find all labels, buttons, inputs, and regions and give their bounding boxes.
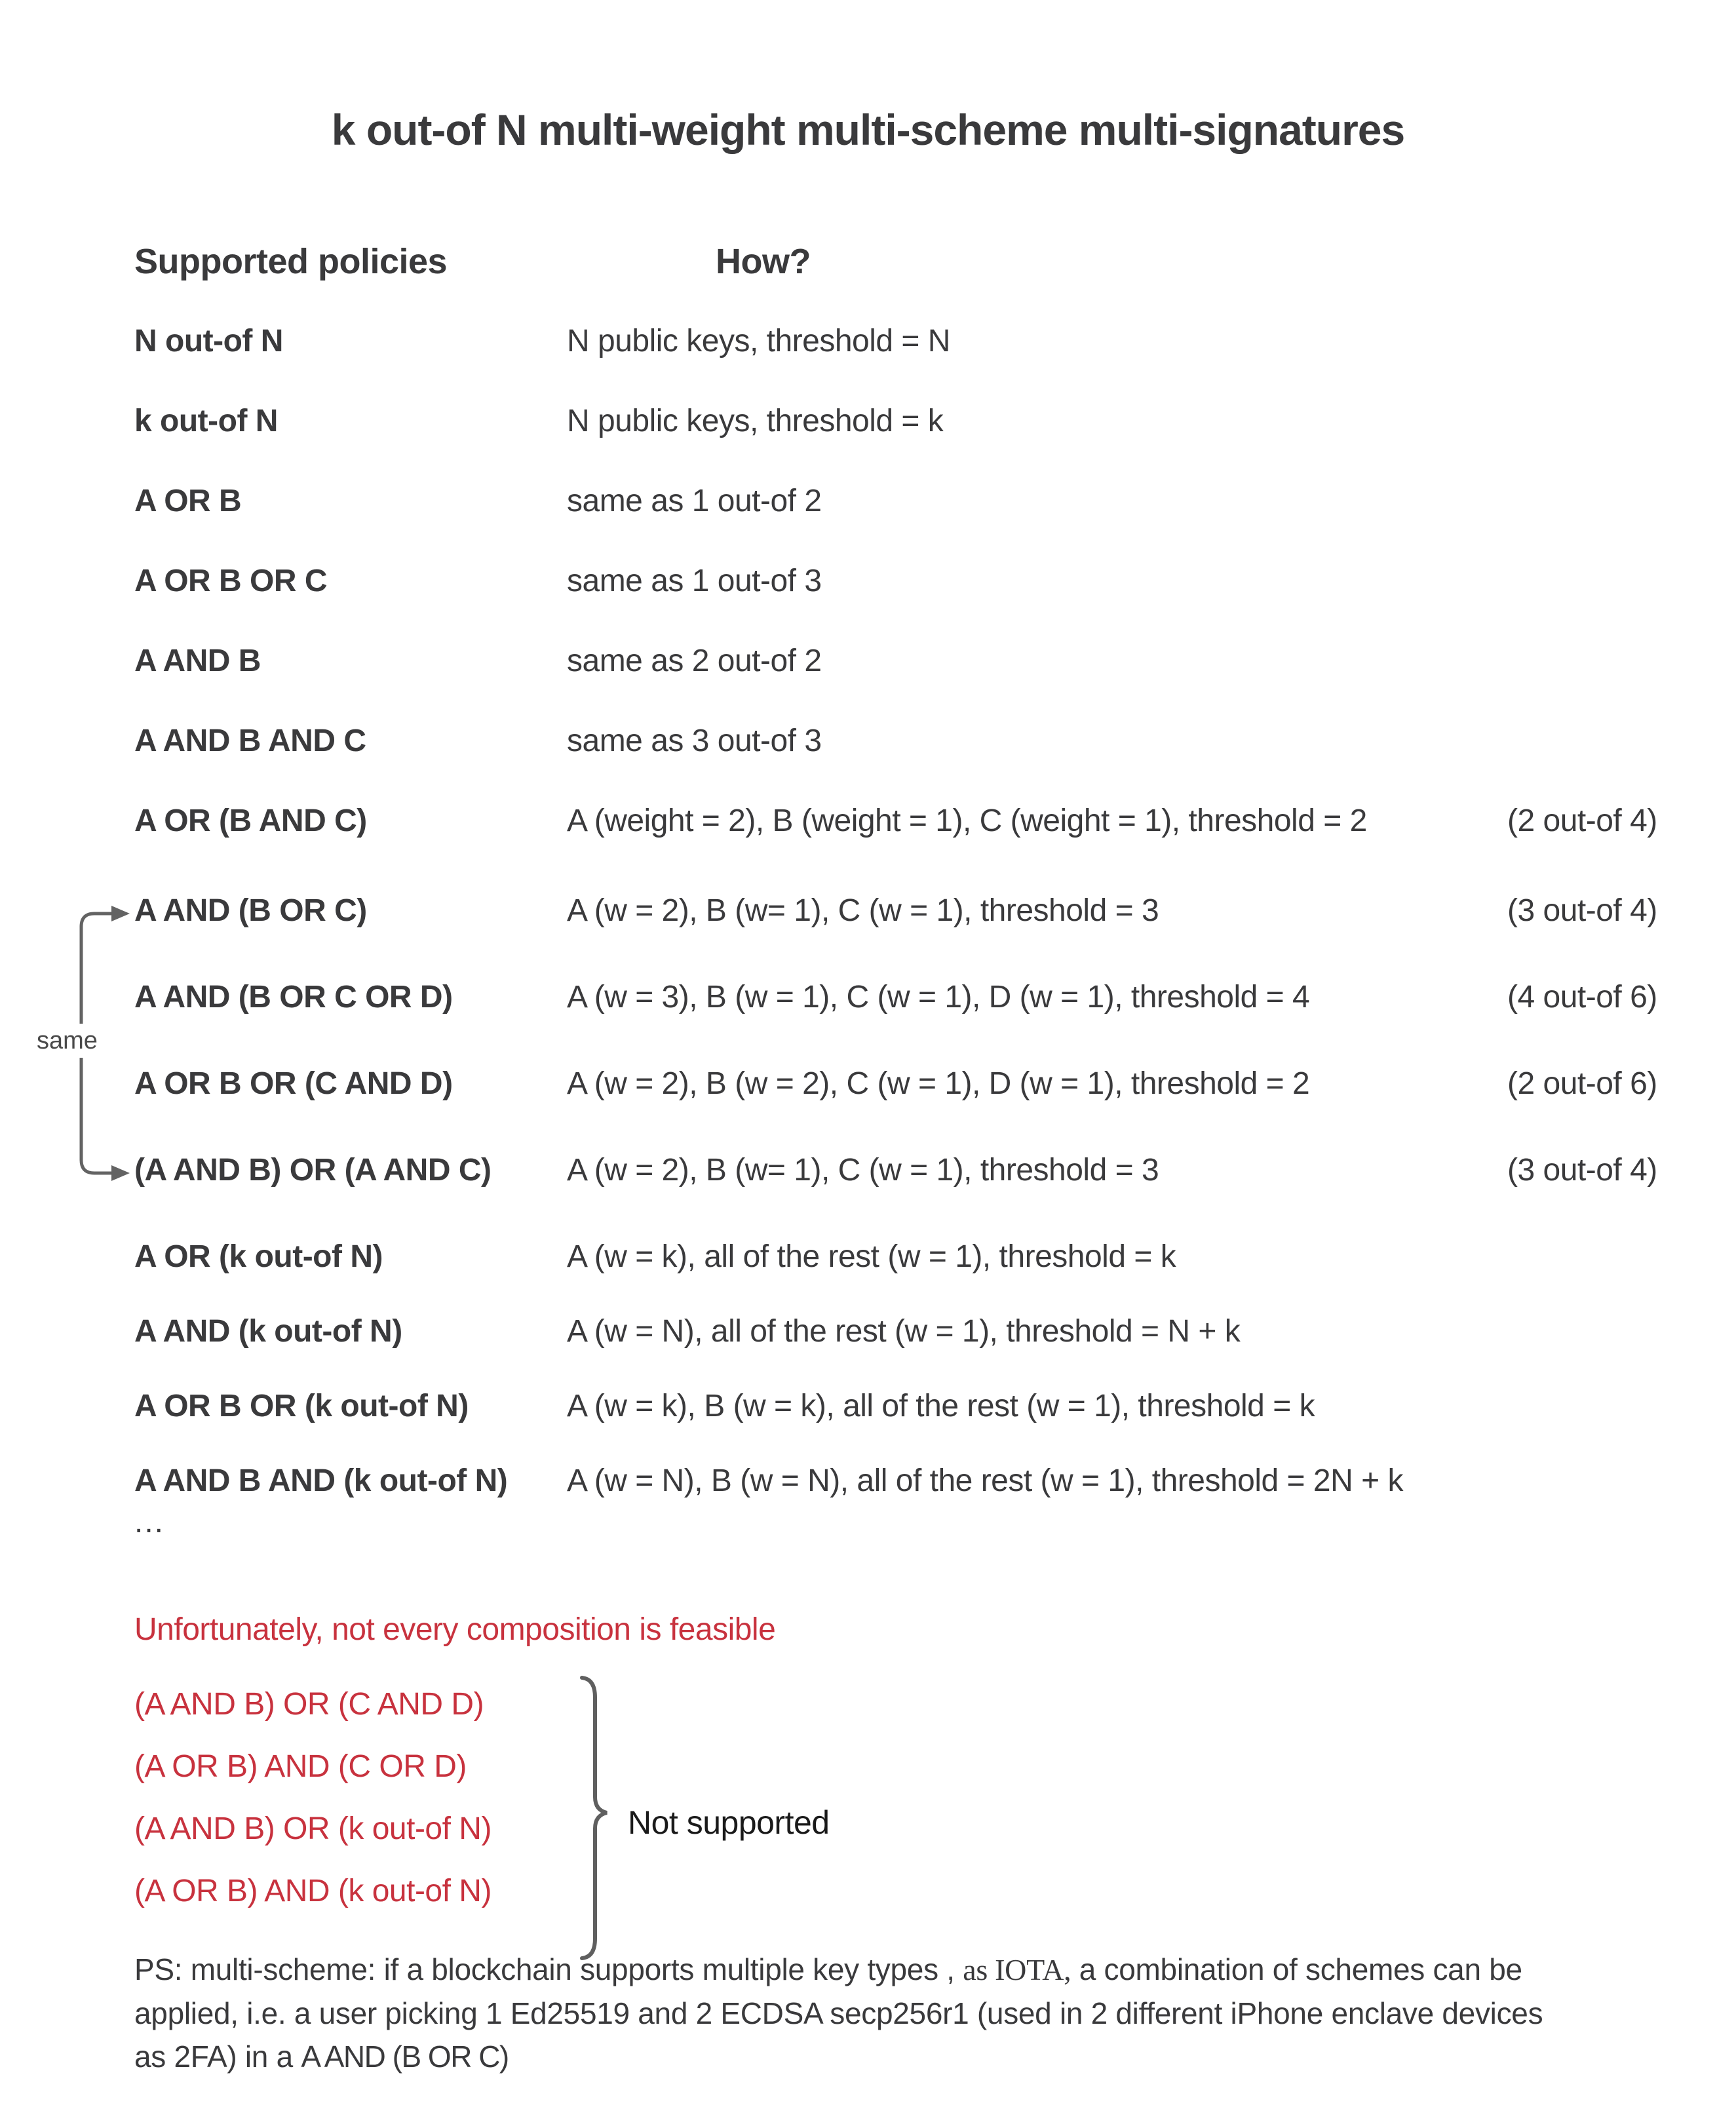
postscript-segment: PS: multi-scheme: if a blockchain supports multiple key types , — [134, 1952, 963, 1986]
policy-how-description: A (w = k), B (w = k), all of the rest (w = 1), threshold = k — [567, 1389, 1315, 1423]
policy-how-description: A (w = k), all of the rest (w = 1), threshold = k — [567, 1239, 1176, 1274]
policy-label: A OR B — [134, 484, 242, 518]
postscript-line — [134, 2035, 1543, 2078]
postscript — [134, 1948, 1543, 2078]
policy-table-rows — [0, 321, 1736, 1501]
postscript-segment: a combination of schemes can be — [1071, 1952, 1522, 1986]
arrow-right-icon — [111, 906, 130, 921]
infeasible-policy: (A AND B) OR (k out-of N) — [134, 1811, 492, 1846]
table-row — [0, 1386, 1736, 1427]
postscript-segment: applied, i.e. a user picking 1 Ed25519 and 2 ECDSA secp256r1 (used in 2 different iPhone enclave devices — [134, 1996, 1543, 2030]
policy-equivalent-badge: (2 out-of 6) — [1507, 1066, 1657, 1101]
policy-how-description: N public keys, threshold = N — [567, 324, 950, 358]
postscript-segment: A AND (B OR C) — [301, 2039, 509, 2074]
postscript-line — [134, 1948, 1543, 1992]
policy-how-description: A (w = 2), B (w = 2), C (w = 1), D (w = 1), threshold = 2 — [567, 1066, 1310, 1101]
policy-how-description: N public keys, threshold = k — [567, 404, 944, 438]
policy-how-description: A (w = N), B (w = N), all of the rest (w = 1), threshold = 2N + k — [567, 1463, 1403, 1498]
policy-equivalent-badge: (4 out-of 6) — [1507, 980, 1657, 1015]
table-row — [0, 641, 1736, 682]
page-title: k out-of N multi-weight multi-scheme multi-signatures — [331, 106, 1405, 154]
policy-how-description: A (w = 2), B (w= 1), C (w = 1), threshold = 3 — [567, 893, 1159, 928]
infeasible-heading: Unfortunately, not every composition is feasible — [134, 1612, 776, 1647]
policy-how-description: A (w = 3), B (w = 1), C (w = 1), D (w = 1), threshold = 4 — [567, 980, 1310, 1015]
table-row — [0, 401, 1736, 442]
policy-label: A OR (k out-of N) — [134, 1239, 383, 1274]
postscript-segment: as IOTA, — [963, 1953, 1071, 1986]
not-supported-label: Not supported — [628, 1804, 830, 1841]
policy-label: k out-of N — [134, 404, 278, 438]
table-row — [0, 1461, 1736, 1501]
table-row — [0, 977, 1736, 1018]
policy-label: A AND B AND C — [134, 724, 366, 758]
table-row — [0, 561, 1736, 602]
policy-how-description: same as 1 out-of 3 — [567, 564, 822, 598]
table-row — [0, 1237, 1736, 1277]
policy-label: N out-of N — [134, 324, 283, 358]
policy-label: A AND (B OR C) — [134, 893, 367, 928]
column-header-supported-policies: Supported policies — [134, 242, 448, 281]
table-row — [0, 721, 1736, 762]
policy-label: A AND B AND (k out-of N) — [134, 1463, 508, 1498]
same-label: same — [37, 1024, 96, 1058]
policy-equivalent-badge: (3 out-of 4) — [1507, 1153, 1657, 1188]
policy-label: A OR B OR (k out-of N) — [134, 1389, 469, 1423]
policy-how-description: A (weight = 2), B (weight = 1), C (weight = 1), threshold = 2 — [567, 803, 1367, 838]
policy-how-description: same as 3 out-of 3 — [567, 724, 822, 758]
infeasible-policy: (A OR B) AND (C OR D) — [134, 1749, 467, 1784]
postscript-segment: as 2FA) in a — [134, 2039, 301, 2074]
column-header-how: How? — [716, 242, 811, 281]
infeasible-policy: (A AND B) OR (C AND D) — [134, 1687, 484, 1722]
curly-brace-icon — [579, 1675, 611, 1963]
table-row — [0, 321, 1736, 362]
postscript-line — [134, 1992, 1543, 2035]
policy-equivalent-badge: (3 out-of 4) — [1507, 893, 1657, 928]
policy-label: (A AND B) OR (A AND C) — [134, 1153, 492, 1188]
policy-label: A AND B — [134, 644, 261, 678]
policy-equivalent-badge: (2 out-of 4) — [1507, 803, 1657, 838]
policy-label: A OR (B AND C) — [134, 803, 367, 838]
table-row — [0, 1064, 1736, 1104]
infeasible-policy: (A OR B) AND (k out-of N) — [134, 1874, 492, 1908]
policy-label: A AND (k out-of N) — [134, 1314, 402, 1349]
policy-how-description: same as 2 out-of 2 — [567, 644, 822, 678]
policy-label: A OR B OR (C AND D) — [134, 1066, 453, 1101]
table-row — [0, 1311, 1736, 1352]
table-row — [0, 801, 1736, 841]
policy-how-description: A (w = N), all of the rest (w = 1), threshold = N + k — [567, 1314, 1241, 1349]
table-row — [0, 1150, 1736, 1191]
policy-label: A OR B OR C — [134, 564, 328, 598]
table-row — [0, 891, 1736, 931]
arrow-right-icon — [111, 1165, 130, 1181]
policy-how-description: same as 1 out-of 2 — [567, 484, 822, 518]
infeasible-list — [134, 1686, 492, 1935]
table-ellipsis: ... — [134, 1505, 165, 1539]
table-row — [0, 481, 1736, 522]
policy-how-description: A (w = 2), B (w= 1), C (w = 1), threshold = 3 — [567, 1153, 1159, 1188]
policy-label: A AND (B OR C OR D) — [134, 980, 453, 1015]
